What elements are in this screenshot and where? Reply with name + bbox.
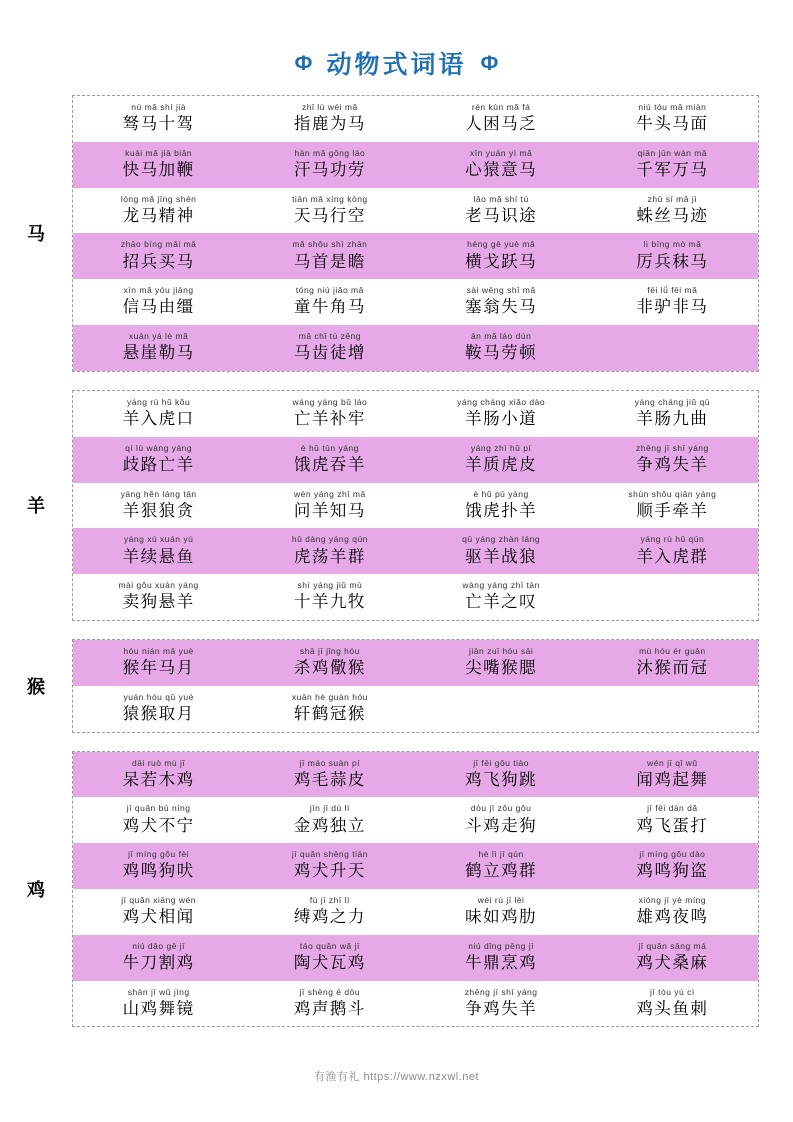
idiom-text: 金鸡独立 [293,816,366,835]
pinyin-text: hǔ dàng yáng qún [291,534,368,545]
pinyin-text: nú mǎ shí jià [131,102,186,112]
idiom-cell [587,889,758,935]
idiom-text: 山鸡舞镜 [122,999,195,1018]
table-row [73,437,758,483]
pinyin-text: mǎ chǐ tú zēng [298,331,362,342]
idiom-cell [416,574,587,620]
idiom-text: 缚鸡之力 [293,908,366,927]
section-label: 猴 [27,676,45,697]
idiom-cell [73,483,244,529]
pinyin-text: hóu nián mǎ yuè [123,645,194,656]
idiom-text: 猴年马月 [122,659,195,678]
pinyin-text: sài wēng shī mǎ [466,285,536,296]
idiom-cell [416,640,587,686]
idiom-cell [416,325,587,371]
idiom-text: 羊肠小道 [465,410,538,429]
pinyin-text: zhēng jī shī yáng [635,442,709,453]
idiom-table [72,390,759,621]
idiom-cell [416,96,587,142]
idiom-text: 鸡犬桑麻 [636,954,709,972]
idiom-cell [73,142,244,188]
idiom-text: 鸡毛蒜皮 [293,770,366,789]
pinyin-text: jī quǎn bù níng [126,803,191,814]
idiom-text: 顺手牵羊 [636,501,709,520]
table-row [73,752,758,798]
animal-section [0,95,793,372]
idiom-cell [416,279,587,325]
idiom-cell [244,188,415,234]
idiom-text: 鸡头鱼刺 [636,999,709,1018]
idiom-text: 呆若木鸡 [122,770,195,789]
pinyin-text: jī tóu yú cì [650,986,695,997]
idiom-cell [73,233,244,279]
pinyin-text: dòu jī zǒu gǒu [470,803,532,814]
pinyin-text: mài gǒu xuán yáng [118,580,199,591]
pinyin-text: shān jī wǔ jìng [127,986,190,997]
table-row [73,391,758,437]
idiom-text: 卖狗悬羊 [122,593,195,612]
idiom-cell [416,981,587,1027]
idiom-cell [244,437,415,483]
idiom-cell [73,889,244,935]
idiom-text: 天马行空 [293,206,366,225]
idiom-text: 亡羊之叹 [465,593,538,612]
pinyin-text: fēi lǘ fēi mǎ [647,285,698,296]
idiom-cell [587,279,758,325]
idiom-text: 羊质虎皮 [465,455,538,474]
idiom-cell [73,686,244,732]
idiom-text: 轩鹤冠猴 [293,704,366,723]
pinyin-text: kuài mǎ jiā biān [125,147,193,158]
table-row [73,96,758,142]
idiom-cell [244,752,415,798]
idiom-cell [73,797,244,843]
pinyin-text: tóng niú jiǎo mǎ [295,285,364,296]
pinyin-text: yáng rù hǔ kǒu [127,396,191,407]
idiom-text: 问羊知马 [293,501,366,520]
pinyin-text: wáng yáng bǔ láo [292,396,368,407]
idiom-text: 鸡飞蛋打 [636,816,709,835]
idiom-text: 猿猴取月 [122,704,195,723]
idiom-cell [416,391,587,437]
idiom-text: 鹤立鸡群 [465,862,538,881]
idiom-text: 十羊九牧 [293,593,366,612]
table-row [73,574,758,620]
idiom-cell [587,797,758,843]
pinyin-text: lì bīng mò mǎ [643,239,702,250]
idiom-text: 羊入虎群 [636,547,709,566]
idiom-cell [587,96,758,142]
idiom-cell [73,935,244,981]
idiom-cell [73,391,244,437]
idiom-text: 鸡鸣狗盗 [636,862,709,881]
idiom-text: 鸡鸣狗吠 [122,862,195,881]
pinyin-text: wèi rú jī lèi [477,895,525,905]
idiom-text: 斗鸡走狗 [465,816,538,835]
idiom-text: 味如鸡肋 [465,908,538,927]
idiom-text: 羊狠狼贪 [122,501,195,520]
idiom-text: 虎荡羊群 [293,547,366,566]
idiom-cell [244,797,415,843]
pinyin-text: qí lù wáng yáng [125,442,193,453]
idiom-cell [587,483,758,529]
table-row [73,528,758,574]
pinyin-text: jī míng gǒu fèi [128,849,190,860]
idiom-cell [587,188,758,234]
idiom-text: 招兵买马 [122,252,195,271]
idiom-cell [244,142,415,188]
table-row [73,797,758,843]
idiom-text: 非驴非马 [636,298,709,317]
idiom-text: 马首是瞻 [293,252,366,271]
table-row [73,843,758,889]
idiom-text: 童牛角马 [293,298,366,317]
pinyin-text: qū yáng zhàn láng [462,534,541,545]
sections-container [0,95,793,1027]
title-decoration-right-icon: Ф [480,51,499,75]
idiom-cell [587,391,758,437]
idiom-cell [244,574,415,620]
table-row [73,981,758,1027]
pinyin-text: táo quǎn wǎ jī [299,940,360,951]
pinyin-text: wèn yáng zhī mǎ [293,488,366,499]
idiom-text: 杀鸡儆猴 [293,659,366,678]
section-label: 鸡 [27,880,45,900]
pinyin-text: niú dāo gē jī [132,940,186,951]
pinyin-text: è hǔ tūn yáng [300,442,359,453]
idiom-cell [73,528,244,574]
pinyin-text: yuán hóu qǔ yuè [123,691,194,702]
idiom-cell [73,437,244,483]
pinyin-text: mǎ shǒu shì zhān [292,239,368,250]
idiom-table [72,751,759,1028]
idiom-text: 歧路亡羊 [122,455,195,474]
idiom-text: 尖嘴猴腮 [465,659,538,678]
idiom-text: 人困马乏 [465,115,538,134]
idiom-cell [416,233,587,279]
idiom-cell [244,981,415,1027]
idiom-cell [416,797,587,843]
pinyin-text: rén kùn mǎ fá [471,102,531,112]
idiom-text: 羊续悬鱼 [122,547,195,566]
idiom-cell [244,843,415,889]
footer-credit: 有渔有礼 https://www.nzxwl.net [313,1071,480,1083]
idiom-text: 汗马功劳 [293,161,366,179]
idiom-text: 争鸡失羊 [465,999,538,1018]
idiom-text: 雄鸡夜鸣 [636,908,709,927]
pinyin-text: wén jī qǐ wǔ [647,757,698,768]
idiom-cell [416,483,587,529]
pinyin-text: yáng hěn láng tān [120,488,197,499]
pinyin-text: è hǔ pū yáng [473,488,529,499]
table-row [73,686,758,732]
idiom-text: 羊入虎口 [122,410,195,429]
idiom-cell [416,437,587,483]
idiom-cell [244,889,415,935]
idiom-cell [416,528,587,574]
idiom-cell [244,233,415,279]
animal-section [0,751,793,1028]
table-row [73,142,758,188]
idiom-text: 塞翁失马 [465,298,538,317]
idiom-text: 羊肠九曲 [636,410,709,429]
idiom-table [72,639,759,733]
idiom-cell [244,528,415,574]
pinyin-text: niú tóu mǎ miàn [638,102,707,112]
idiom-cell [587,843,758,889]
idiom-text: 龙马精神 [122,206,195,225]
pinyin-text: yáng rù hǔ qún [640,534,705,545]
idiom-cell [416,935,587,981]
pinyin-text: zhāo bīng mǎi mǎ [120,239,197,250]
pinyin-text: xīn yuán yì mǎ [469,147,533,158]
idiom-text: 鸡声鹅斗 [293,999,366,1018]
pinyin-text: niú dǐng pēng jī [468,940,534,951]
pinyin-text: qiān jūn wàn mǎ [637,147,708,158]
idiom-text: 马齿徒增 [293,344,366,363]
table-row [73,935,758,981]
idiom-cell [587,981,758,1027]
pinyin-text: jī fēi dàn dǎ [647,803,698,814]
title-decoration-left-icon: Ф [294,51,313,75]
idiom-cell [587,142,758,188]
pinyin-text: shā jī jǐng hóu [299,645,360,656]
idiom-text: 牛鼎烹鸡 [465,954,538,972]
idiom-text: 鞍马劳顿 [465,344,538,363]
idiom-text: 鸡犬相闻 [122,908,195,927]
pinyin-text: jī máo suàn pí [299,757,361,768]
pinyin-text: shí yáng jiǔ mù [297,580,363,591]
idiom-text: 横戈跃马 [465,252,538,271]
pinyin-text: fù jī zhī lì [309,895,350,905]
pinyin-text: zhēng jī shī yáng [464,986,538,997]
table-row [73,325,758,371]
idiom-cell [73,188,244,234]
pinyin-text: xìn mǎ yóu jiāng [123,285,194,296]
idiom-cell [73,752,244,798]
idiom-cell [244,686,415,732]
idiom-cell [73,574,244,620]
pinyin-text: xuān hè guàn hóu [291,691,368,702]
idiom-text: 争鸡失羊 [636,455,709,474]
table-row [73,279,758,325]
idiom-text: 千军万马 [636,161,709,179]
section-label: 马 [27,224,45,245]
pinyin-text: héng gē yuè mǎ [467,239,536,250]
idiom-cell [244,640,415,686]
pinyin-text: yáng zhì hǔ pí [470,442,532,453]
pinyin-text: wáng yáng zhī tàn [462,580,540,591]
page-title [0,0,793,95]
idiom-text: 饿虎吞羊 [293,455,366,474]
idiom-text: 鸡犬不宁 [122,816,195,835]
pinyin-text: yáng cháng jiǔ qū [634,396,710,407]
pinyin-text: zhǐ lù wéi mǎ [302,102,358,112]
pinyin-text: hè lì jī qún [478,849,524,860]
pinyin-text: hàn mǎ gōng láo [294,147,366,158]
idiom-cell [244,483,415,529]
idiom-cell [587,437,758,483]
idiom-cell [244,325,415,371]
idiom-cell [416,843,587,889]
idiom-text: 鸡犬升天 [293,862,366,881]
idiom-text: 悬崖勒马 [122,344,195,363]
idiom-cell [416,889,587,935]
idiom-cell [73,279,244,325]
pinyin-text: zhū sī mǎ jì [647,193,698,204]
idiom-table [72,95,759,372]
idiom-cell [244,391,415,437]
idiom-text: 厉兵秣马 [636,252,709,271]
idiom-cell [73,981,244,1027]
animal-section [0,390,793,621]
pinyin-text: jī shēng é dòu [299,986,361,997]
idiom-cell [244,96,415,142]
pinyin-text: jīn jī dú lì [309,803,350,814]
pinyin-text: lǎo mǎ shí tú [473,193,529,204]
pinyin-text: jī míng gǒu dào [639,849,706,860]
idiom-cell [73,96,244,142]
table-row [73,483,758,529]
idiom-text: 沐猴而冠 [636,659,709,678]
pinyin-text: jiān zuǐ hóu sāi [469,645,534,656]
idiom-cell [73,843,244,889]
table-row [73,188,758,234]
pinyin-text: jī quǎn shēng tiān [291,849,368,860]
idiom-text: 老马识途 [465,206,538,225]
pinyin-text: jī quǎn xiāng wén [121,895,196,905]
idiom-cell [587,233,758,279]
idiom-text: 心猿意马 [465,161,538,179]
idiom-text: 指鹿为马 [293,115,366,134]
table-row [73,889,758,935]
idiom-cell [73,325,244,371]
pinyin-text: xióng jī yè míng [638,895,707,905]
idiom-cell [587,528,758,574]
pinyin-text: lóng mǎ jīng shén [120,193,197,204]
title-text: 动物式词语 [326,51,467,79]
idiom-cell [587,640,758,686]
idiom-text: 快马加鞭 [122,161,195,179]
idiom-text: 陶犬瓦鸡 [293,954,366,972]
pinyin-text: ān mǎ láo dùn [470,331,532,342]
idiom-cell [244,279,415,325]
idiom-cell [416,752,587,798]
idiom-cell [587,935,758,981]
idiom-cell [587,752,758,798]
idiom-text: 驽马十驾 [122,115,195,134]
idiom-text: 牛刀割鸡 [122,954,195,972]
idiom-text: 驱羊战狼 [465,547,538,566]
idiom-cell [416,188,587,234]
idiom-text: 鸡飞狗跳 [465,770,538,789]
table-row [73,233,758,279]
idiom-text: 亡羊补牢 [293,410,366,429]
pinyin-text: xuán yá lè mǎ [128,331,189,342]
table-row [73,640,758,686]
pinyin-text: yáng cháng xiǎo dào [457,396,546,407]
pinyin-text: shùn shǒu qiān yáng [628,488,717,499]
idiom-text: 闻鸡起舞 [636,770,709,789]
pinyin-text: mù hóu ér guān [639,645,706,656]
idiom-text: 牛头马面 [636,115,709,134]
pinyin-text: dāi ruò mù jī [131,757,186,768]
idiom-cell [416,142,587,188]
pinyin-text: jī fēi gǒu tiào [473,757,529,768]
idiom-cell [244,935,415,981]
idiom-text: 蛛丝马迹 [636,206,709,225]
idiom-text: 信马由缰 [122,298,195,317]
section-label: 羊 [27,496,45,517]
pinyin-text: jī quǎn sāng má [638,940,707,951]
animal-section [0,639,793,733]
pinyin-text: yáng xù xuán yú [123,534,194,545]
idiom-cell [73,640,244,686]
pinyin-text: tiān mǎ xíng kōng [292,193,368,204]
idiom-text: 饿虎扑羊 [465,501,538,520]
